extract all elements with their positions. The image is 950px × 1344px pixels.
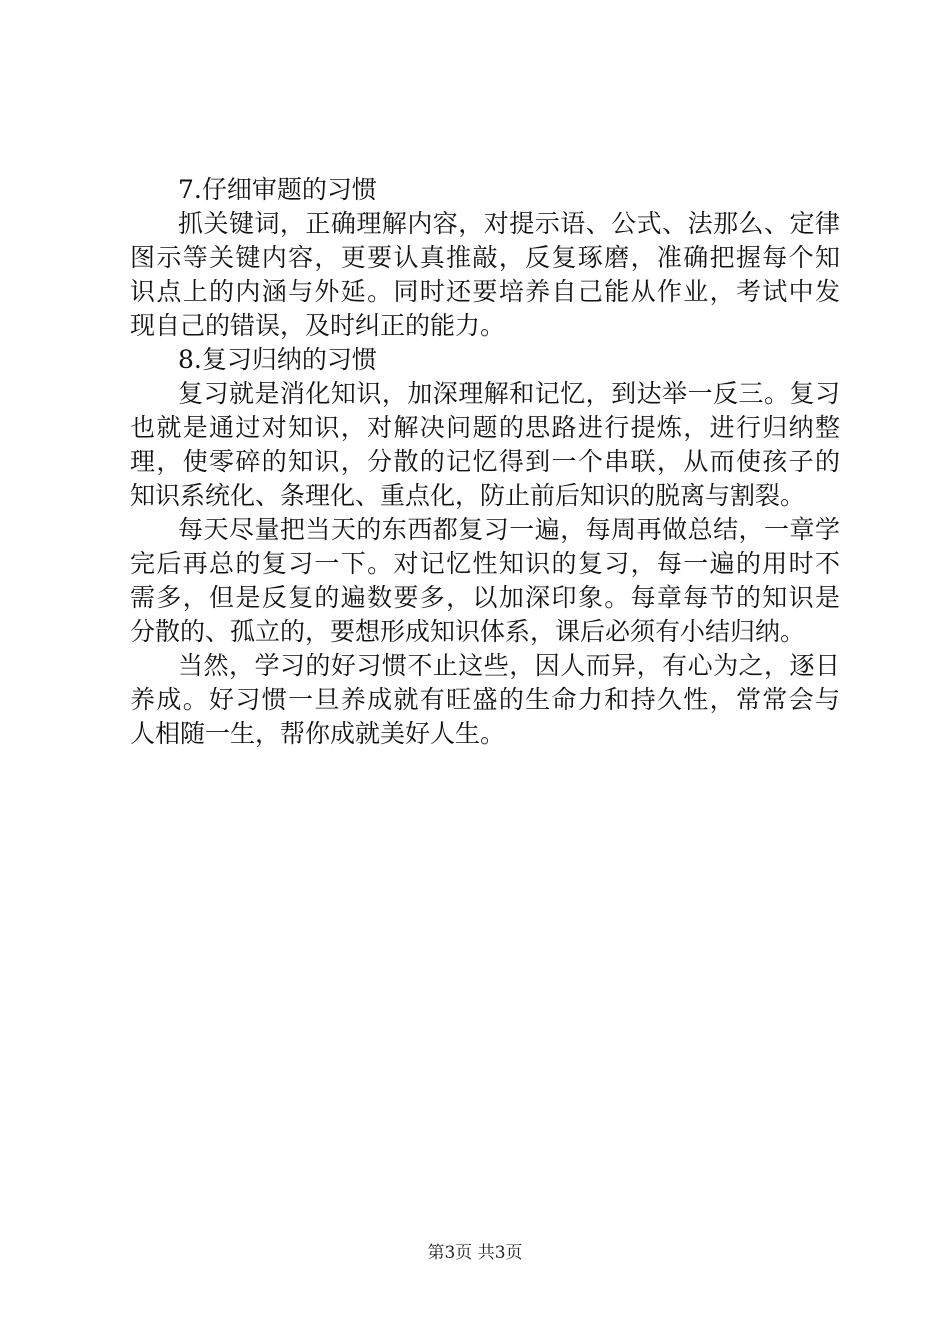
paragraph-line: 养成。好习惯一旦养成就有旺盛的生命力和持久性，常常会与 — [130, 685, 840, 714]
paragraph-line: 抓关键词，正确理解内容，对提示语、公式、法那么、定律 — [178, 209, 840, 238]
paragraph-line: 知识系统化、条理化、重点化，防止前后知识的脱离与割裂。 — [130, 481, 806, 510]
paragraph-line: 复习就是消化知识，加深理解和记忆，到达举一反三。复习 — [178, 379, 840, 408]
paragraph-line: 分散的、孤立的，要想形成知识体系，课后必须有小结归纳。 — [130, 617, 806, 646]
paragraph-line: 也就是通过对知识，对解决问题的思路进行提炼，进行归纳整 — [130, 413, 840, 442]
paragraph-line: 识点上的内涵与外延。同时还要培养自己能从作业，考试中发 — [130, 277, 840, 306]
paragraph-line: 图示等关键内容，更要认真推敲，反复琢磨，准确把握每个知 — [130, 243, 840, 272]
paragraph-line: 当然，学习的好习惯不止这些，因人而异，有心为之，逐日 — [178, 651, 840, 680]
paragraph-line: 人相随一生，帮你成就美好人生。 — [130, 719, 506, 748]
paragraph-line: 理，使零碎的知识，分散的记忆得到一个串联，从而使孩子的 — [130, 447, 840, 476]
document-body — [130, 173, 840, 751]
paragraph-line: 每天尽量把当天的东西都复习一遍，每周再做总结，一章学 — [178, 515, 840, 544]
page-number-footer: 第3页 共3页 — [427, 1243, 523, 1263]
section-heading: 7.仔细审题的习惯 — [178, 175, 377, 204]
section-heading: 8.复习归纳的习惯 — [178, 345, 377, 374]
paragraph-line: 现自己的错误，及时纠正的能力。 — [130, 311, 506, 340]
paragraph-line: 需多，但是反复的遍数要多，以加深印象。每章每节的知识是 — [130, 583, 840, 612]
paragraph-line: 完后再总的复习一下。对记忆性知识的复习，每一遍的用时不 — [130, 549, 840, 578]
